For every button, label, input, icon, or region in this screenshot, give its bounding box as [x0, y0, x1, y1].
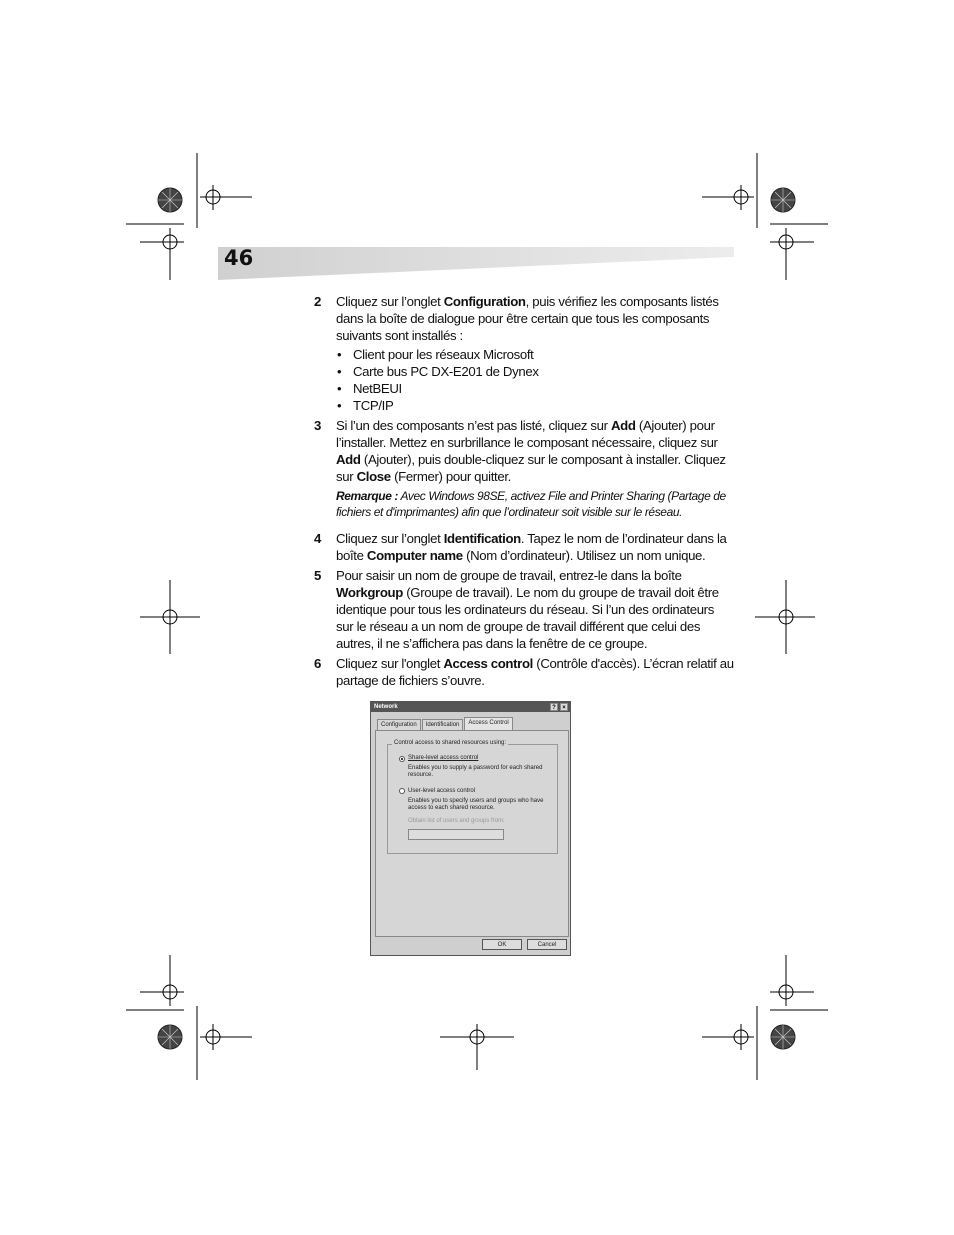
network-dialog	[370, 701, 571, 956]
note: Remarque : Avec Windows 98SE, activez File and Printer Sharing (Partage de fichiers et d'imprimantes) afin que l’ordinateur soit visible sur le réseau.	[336, 489, 726, 519]
step-number: 2	[314, 294, 321, 309]
close-button[interactable]: ×	[560, 703, 568, 711]
step-2: 2 Cliquez sur l’onglet Configuration, puis vérifiez les composants listés dans la boîte de dialogue pour être certain que tous les composants suivants sont installés : • Client pour les réseaux Microsoft • Carte bus PC DX-E201 de Dynex • NetBEUI • TCP/IP	[314, 293, 734, 414]
step-6: 6 Cliquez sur l'onglet Access control (Contrôle d'accès). L’écran relatif au partage de fichiers s’ouvre.	[314, 656, 734, 688]
tab-configuration[interactable]: Configuration	[377, 719, 421, 730]
obtain-list-input[interactable]	[408, 829, 504, 840]
share-level-label[interactable]: Share-level access control	[408, 755, 479, 761]
step-3: 3 Si l’un des composants n’est pas listé, cliquez sur Add (Ajouter) pour l’installer. Mettez en surbrillance le composant nécessaire, cliquez sur Add (Ajouter), puis double-cliquez sur le composant à installer. Cliquez sur Close (Fermer) pour quitter.	[314, 418, 726, 484]
list-item: • Client pour les réseaux Microsoft	[336, 346, 734, 363]
user-level-label[interactable]: User-level access control	[408, 788, 476, 794]
ok-button[interactable]: OK	[482, 939, 522, 950]
user-level-radio[interactable]	[399, 788, 405, 794]
step-5: 5 Pour saisir un nom de groupe de travail, entrez-le dans la boîte Workgroup (Groupe de travail). Le nom du groupe de travail doit être identique pour tous les ordinateurs du réseau. Si l’un des ordinateurs sur le réseau a un nom de groupe de travail différent que celui des autres, il ne s’affichera pas dans la fenêtre de ce groupe.	[314, 568, 719, 651]
tab-identification[interactable]: Identification	[422, 719, 464, 730]
component-list	[336, 346, 734, 414]
cancel-button[interactable]: Cancel	[527, 939, 567, 950]
page-number: 46	[224, 246, 254, 270]
tab-access-control[interactable]: Access Control	[464, 717, 512, 731]
list-item: • TCP/IP	[336, 397, 734, 414]
step-number: 3	[314, 418, 321, 433]
share-level-desc: Enables you to supply a password for each shared resource.	[408, 765, 543, 778]
help-button[interactable]: ?	[550, 703, 558, 711]
group-label: Control access to shared resources using:	[394, 740, 507, 746]
step-number: 4	[314, 531, 321, 546]
list-item: • NetBEUI	[336, 380, 734, 397]
access-control-panel	[375, 730, 569, 937]
step-number: 5	[314, 568, 321, 583]
dialog-titlebar	[371, 702, 570, 712]
dialog-title: Network	[374, 704, 398, 710]
obtain-list-label: Obtain list of users and groups from:	[408, 818, 505, 824]
instructions	[314, 293, 734, 692]
share-level-radio[interactable]	[399, 756, 405, 762]
list-item: • Carte bus PC DX-E201 de Dynex	[336, 363, 734, 380]
user-level-desc: Enables you to specify users and groups who have access to each shared resource.	[408, 798, 544, 811]
access-group	[387, 740, 558, 854]
step-number: 6	[314, 656, 321, 671]
step-4: 4 Cliquez sur l’onglet Identification. Tapez le nom de l’ordinateur dans la boîte Computer name (Nom d’ordinateur). Utilisez un nom unique.	[314, 531, 727, 563]
